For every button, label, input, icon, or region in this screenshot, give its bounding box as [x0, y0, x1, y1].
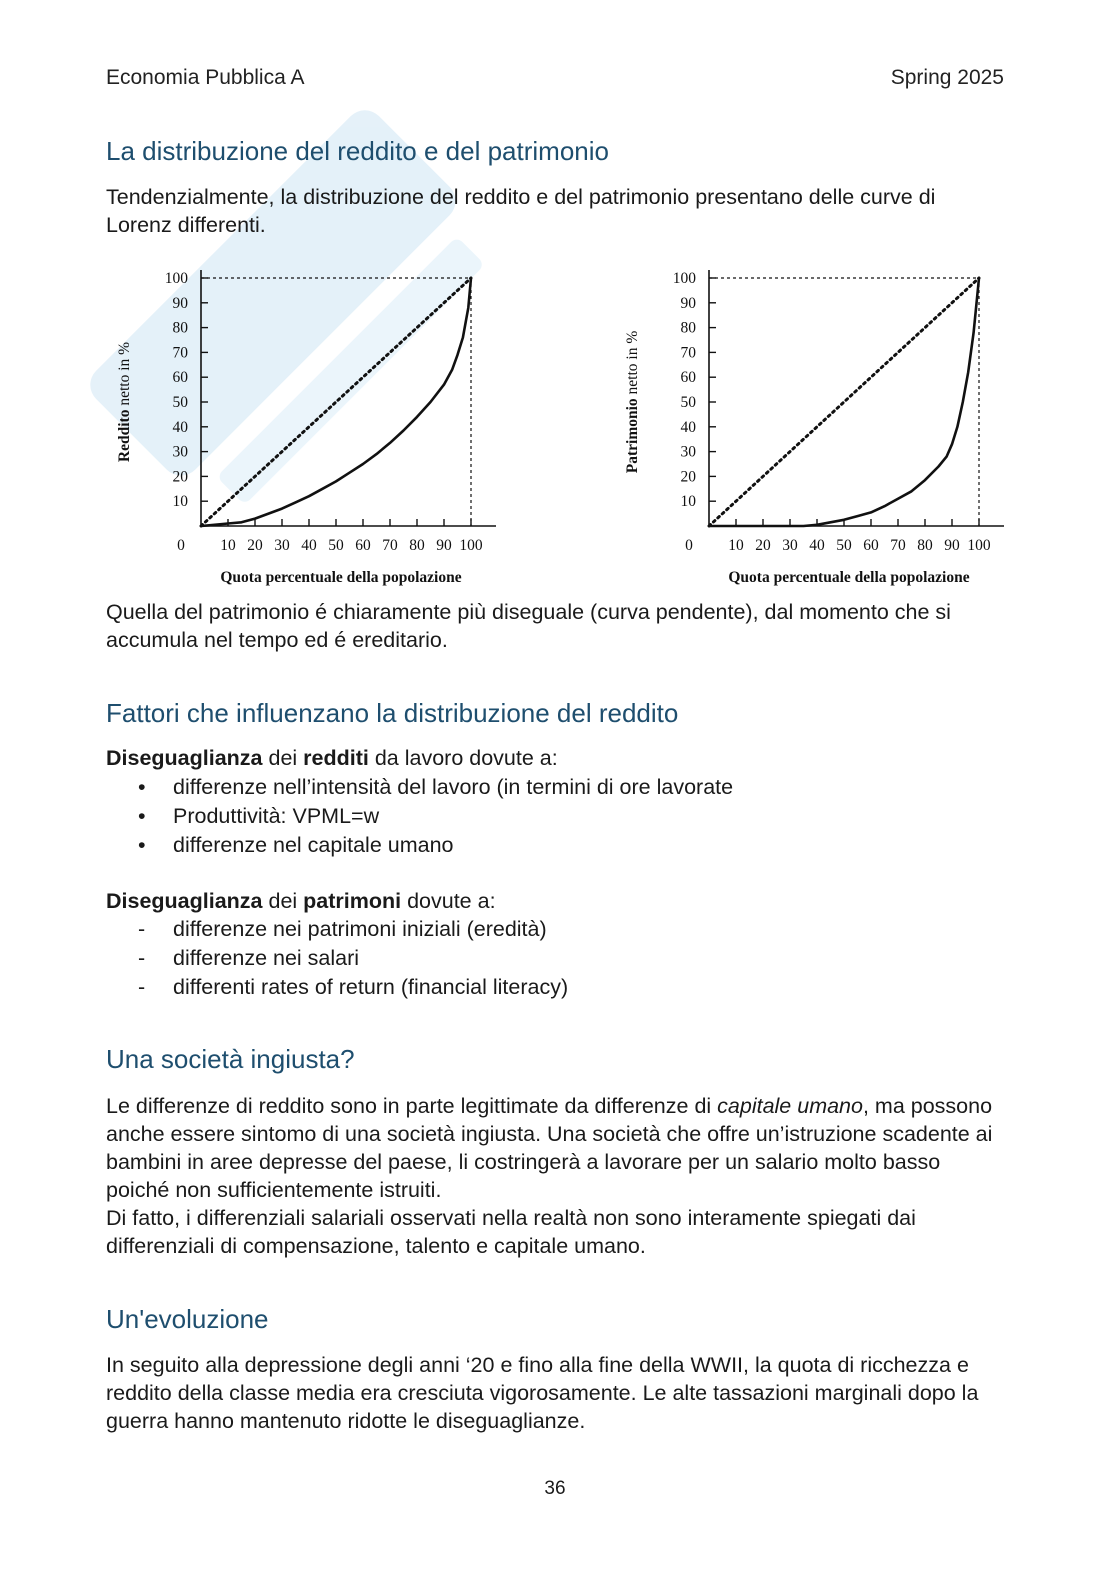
header-course: Economia Pubblica A: [106, 66, 305, 89]
lead-text-1: dei: [262, 746, 304, 770]
list-item: [106, 915, 1004, 944]
y-axis-label-bold: Patrimonio: [624, 398, 641, 474]
lorenz-chart-wealth: [614, 258, 1034, 593]
x-tick-label: 90: [944, 537, 960, 554]
y-tick-label: 70: [172, 344, 188, 362]
section-title-factors: Fattori che influenzano la distribuzione del reddito: [106, 698, 679, 728]
y-tick-label: 60: [680, 369, 696, 387]
x-tick-label: 70: [382, 537, 398, 554]
list-item: [106, 831, 1004, 860]
y-tick-label: 80: [680, 319, 696, 337]
text-run: Le differenze di reddito sono in parte legittimate da differenze di: [106, 1094, 718, 1118]
x-tick-label: 10: [728, 537, 744, 554]
x-tick-label: 70: [890, 537, 906, 554]
y-tick-label: 30: [172, 443, 188, 461]
y-tick-label: 60: [172, 369, 188, 387]
y-tick-label: 90: [680, 294, 696, 312]
list-item-text: differenze nel capitale umano: [173, 833, 454, 857]
y-tick-label: 20: [172, 468, 188, 486]
y-tick-label: 70: [680, 344, 696, 362]
bullet-marker: •: [138, 833, 146, 857]
list-item: [106, 973, 1004, 1002]
y-axis-label: [624, 331, 641, 474]
distribution-intro: Tendenzialmente, la distribuzione del reddito e del patrimonio presentano delle curve di Lorenz differenti.: [106, 185, 936, 237]
y-tick-label: 10: [172, 493, 188, 511]
x-tick-label: 20: [755, 537, 771, 554]
x-tick-label: 40: [301, 537, 317, 554]
page-number: 36: [544, 1478, 566, 1499]
section-title-distribution: La distribuzione del reddito e del patrimonio: [106, 136, 609, 166]
section-title-evolution: Un'evoluzione: [106, 1304, 269, 1334]
x-tick-label: 60: [863, 537, 879, 554]
x-tick-label: 30: [274, 537, 290, 554]
y-tick-label: 50: [680, 394, 696, 411]
wealth-inequality-lead: [106, 887, 1004, 915]
x-axis-label: Quota percentuale della popolazione: [220, 569, 462, 586]
dash-marker: -: [138, 975, 146, 999]
lead-text-1: dei: [262, 889, 304, 913]
list-item-text: differenze nell’intensità del lavoro (in termini di ore lavorate: [173, 775, 734, 799]
list-item: [106, 802, 1004, 831]
x-tick-label: 100: [967, 537, 991, 554]
lead-bold-2: patrimoni: [303, 889, 402, 913]
text-run: Di fatto, i differenziali salariali osservati nella realtà non sono interamente spiegati dai differenziali di compensazione, talento e capitale umano.: [106, 1206, 916, 1258]
y-tick-label: 10: [680, 493, 696, 511]
y-tick-label: 30: [680, 443, 696, 461]
x-tick-label: 10: [220, 537, 236, 554]
list-item-text: Produttività: VPML=w: [173, 804, 380, 828]
income-factors-list: [106, 773, 1004, 860]
x-tick-label: 30: [782, 537, 798, 554]
y-axis-label-rest: netto in %: [116, 341, 133, 410]
y-axis-label-bold: Reddito: [116, 409, 133, 463]
dash-marker: -: [138, 917, 146, 941]
list-item: [106, 773, 1004, 802]
page-header: [106, 66, 1004, 90]
lorenz-charts: [106, 258, 1004, 593]
x-tick-label: 90: [436, 537, 452, 554]
distribution-comment: Quella del patrimonio é chiaramente più diseguale (curva pendente), dal momento che si accumula nel tempo ed é ereditario.: [106, 600, 951, 652]
bullet-marker: •: [138, 775, 146, 799]
list-item-text: differenti rates of return (financial literacy): [173, 975, 569, 999]
y-tick-label: 40: [680, 418, 696, 436]
x-tick-label: 80: [917, 537, 933, 554]
x-axis-label: Quota percentuale della popolazione: [728, 569, 970, 586]
x-tick-label: 60: [355, 537, 371, 554]
x-tick-label: 100: [459, 537, 483, 554]
list-item-text: differenze nei patrimoni iniziali (eredità): [173, 917, 547, 941]
origin-label: 0: [685, 537, 693, 554]
origin-label: 0: [177, 537, 185, 554]
lead-bold-2: redditi: [303, 746, 369, 770]
lead-bold-1: Diseguaglianza: [106, 889, 263, 913]
list-item-text: differenze nei salari: [173, 946, 360, 970]
y-tick-label: 90: [172, 294, 188, 312]
y-tick-label: 80: [172, 319, 188, 337]
y-tick-label: 100: [672, 270, 696, 287]
unfair-society-paragraph: [106, 1092, 1004, 1260]
x-tick-label: 40: [809, 537, 825, 554]
x-tick-label: 50: [836, 537, 852, 554]
wealth-factors-list: [106, 915, 1004, 1002]
emphasis: capitale umano: [717, 1094, 863, 1118]
y-tick-label: 100: [164, 270, 188, 287]
lead-text-2: da lavoro dovute a:: [368, 746, 558, 770]
dash-marker: -: [138, 946, 146, 970]
lead-bold-1: Diseguaglianza: [106, 746, 263, 770]
x-tick-label: 50: [328, 537, 344, 554]
header-term: Spring 2025: [890, 66, 1004, 89]
x-tick-label: 80: [409, 537, 425, 554]
section-title-unfair-society: Una società ingiusta?: [106, 1044, 355, 1074]
y-tick-label: 20: [680, 468, 696, 486]
income-inequality-lead: [106, 744, 1004, 772]
lorenz-chart-income: [106, 258, 526, 593]
y-axis-label-rest: netto in %: [624, 330, 641, 399]
evolution-paragraph: In seguito alla depressione degli anni ‘20 e fino alla fine della WWII, la quota di ricchezza e reddito della classe media era cresciuta vigorosamente. Le alte tassazioni marginali dopo la guerra hanno mantenuto ridotte le diseguaglianze.: [106, 1353, 979, 1433]
list-item: [106, 944, 1004, 973]
bullet-marker: •: [138, 804, 146, 828]
lead-text-2: dovute a:: [401, 889, 496, 913]
x-tick-label: 20: [247, 537, 263, 554]
y-axis-label: [116, 342, 133, 462]
text-run: , ma possono anche essere sintomo di una società ingiusta. Una società che offre un’istruzione scadente ai bambini in aree depresse del paese, li costringerà a lavorare per un salario molto basso poiché non sufficientemente istruiti.: [106, 1094, 993, 1202]
y-tick-label: 40: [172, 418, 188, 436]
equality-line: [709, 278, 979, 526]
y-tick-label: 50: [172, 394, 188, 411]
